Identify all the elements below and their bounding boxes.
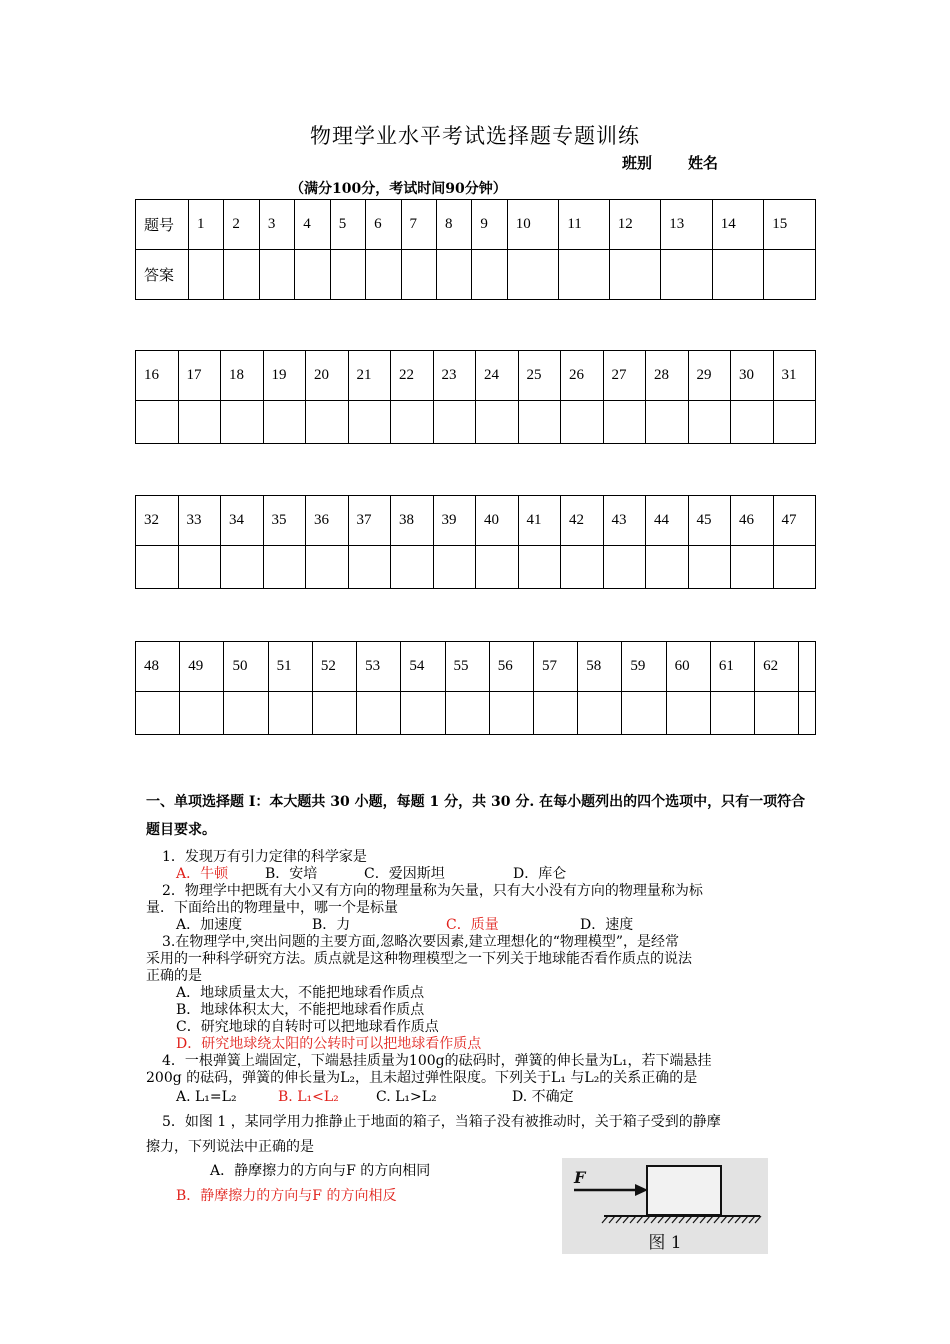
- question-number: 17: [178, 351, 221, 401]
- question-number: 24: [476, 351, 519, 401]
- question-number: [799, 642, 816, 692]
- answer-cell[interactable]: [561, 546, 604, 589]
- question-number: 21: [348, 351, 391, 401]
- question-3-option-c: C．研究地球的自转时可以把地球看作质点: [176, 1019, 439, 1035]
- answer-cell[interactable]: [436, 250, 471, 300]
- answer-row: [136, 546, 816, 589]
- question-3-stem-line3: 正确的是: [146, 968, 202, 984]
- question-2-stem-line2: 量．下面给出的物理量中，哪一个是标量: [146, 900, 398, 916]
- answer-cell[interactable]: [136, 692, 180, 735]
- question-number: 55: [445, 642, 489, 692]
- answer-cell[interactable]: [476, 546, 519, 589]
- question-number: 40: [476, 496, 519, 546]
- question-number: 20: [306, 351, 349, 401]
- question-3-option-d: D．研究地球绕太阳的公转时可以把地球看作质点: [176, 1036, 482, 1052]
- question-3-stem-line2: 采用的一种科学研究方法。质点就是这种物理模型之一下列关于地球能否看作质点的说法: [146, 951, 692, 967]
- answer-cell[interactable]: [622, 692, 666, 735]
- question-number: 1: [189, 200, 224, 250]
- question-number: 34: [221, 496, 264, 546]
- question-1-option-a: A．牛顿: [176, 866, 229, 882]
- answer-cell[interactable]: [401, 692, 445, 735]
- exam-note: （满分100分，考试时间90分钟）: [290, 181, 507, 197]
- question-number: 32: [136, 496, 179, 546]
- question-1-option-c: C．爱因斯坦: [364, 866, 445, 882]
- question-number: 50: [224, 642, 268, 692]
- figure-caption: 图 1: [648, 1233, 682, 1253]
- question-number: 7: [401, 200, 436, 250]
- question-1-option-d: D．库仑: [513, 866, 567, 882]
- question-number: 39: [433, 496, 476, 546]
- question-number: 52: [312, 642, 356, 692]
- answer-cell[interactable]: [189, 250, 224, 300]
- answer-cell[interactable]: [773, 546, 816, 589]
- question-number: 4: [295, 200, 330, 250]
- question-number: 29: [688, 351, 731, 401]
- answer-cell[interactable]: [221, 401, 264, 444]
- answer-cell[interactable]: [263, 401, 306, 444]
- answer-cell[interactable]: [518, 401, 561, 444]
- question-number: 45: [688, 496, 731, 546]
- question-number: 56: [489, 642, 533, 692]
- question-1-option-b: B．安培: [265, 866, 318, 882]
- question-2-option-c: C．质量: [446, 917, 499, 933]
- question-3-option-a: A．地球质量太大，不能把地球看作质点: [176, 985, 425, 1001]
- answer-cell[interactable]: [773, 401, 816, 444]
- answer-cell[interactable]: [391, 401, 434, 444]
- question-number: 54: [401, 642, 445, 692]
- question-3-stem-line1: 3.在物理学中,突出问题的主要方面,忽略次要因素,建立理想化的“物理模型”，是经常: [162, 934, 680, 950]
- question-number: 59: [622, 642, 666, 692]
- question-number: 53: [357, 642, 401, 692]
- answer-cell[interactable]: [224, 692, 268, 735]
- answer-cell[interactable]: [224, 250, 259, 300]
- row-label: 答案: [136, 250, 189, 300]
- row-label: 题号: [136, 200, 189, 250]
- question-number: 14: [712, 200, 764, 250]
- answer-row: [136, 692, 816, 735]
- answer-cell[interactable]: [646, 546, 689, 589]
- answer-cell[interactable]: [507, 250, 559, 300]
- question-number: 3: [259, 200, 294, 250]
- question-5-option-a: A．静摩擦力的方向与F 的方向相同: [210, 1163, 431, 1179]
- question-number: 18: [221, 351, 264, 401]
- answer-cell[interactable]: [476, 401, 519, 444]
- answer-cell[interactable]: [330, 250, 365, 300]
- question-number: 46: [731, 496, 774, 546]
- question-4-option-b: B. L₁<L₂: [278, 1089, 339, 1105]
- answer-cell[interactable]: [401, 250, 436, 300]
- number-row: [136, 200, 816, 250]
- number-row: [136, 642, 816, 692]
- question-number: 47: [773, 496, 816, 546]
- question-5-stem-line2: 擦力，下列说法中正确的是: [146, 1139, 314, 1155]
- question-number: 60: [666, 642, 710, 692]
- box-shape: [647, 1166, 721, 1215]
- answer-cell[interactable]: [357, 692, 401, 735]
- answer-row: [136, 250, 816, 300]
- answer-cell[interactable]: [306, 401, 349, 444]
- question-number: 35: [263, 496, 306, 546]
- question-4-option-a: A. L₁=L₂: [176, 1089, 237, 1105]
- question-number: 10: [507, 200, 559, 250]
- question-number: 23: [433, 351, 476, 401]
- answer-table-1: [135, 199, 816, 300]
- answer-cell[interactable]: [559, 250, 609, 300]
- answer-cell[interactable]: [295, 250, 330, 300]
- question-4-option-c: C. L₁>L₂: [376, 1089, 437, 1105]
- question-2-option-a: A．加速度: [176, 917, 243, 933]
- question-number: 57: [533, 642, 577, 692]
- question-2-stem-line1: 2．物理学中把既有大小又有方向的物理量称为矢量，只有大小没有方向的物理量称为标: [162, 883, 703, 899]
- answer-cell[interactable]: [306, 546, 349, 589]
- answer-cell[interactable]: [433, 546, 476, 589]
- answer-cell[interactable]: [561, 401, 604, 444]
- answer-cell[interactable]: [178, 546, 221, 589]
- question-number: 2: [224, 200, 259, 250]
- question-number: 37: [348, 496, 391, 546]
- question-number: 25: [518, 351, 561, 401]
- question-number: 28: [646, 351, 689, 401]
- answer-table-2: [135, 350, 816, 444]
- answer-table-3: [135, 495, 816, 589]
- answer-cell[interactable]: [603, 401, 646, 444]
- number-row: [136, 351, 816, 401]
- question-number: 36: [306, 496, 349, 546]
- question-number: 38: [391, 496, 434, 546]
- answer-cell[interactable]: [533, 692, 577, 735]
- question-4-option-d: D. 不确定: [512, 1089, 574, 1105]
- question-number: 22: [391, 351, 434, 401]
- answer-cell[interactable]: [710, 692, 754, 735]
- figure-1-push-box: [562, 1158, 768, 1254]
- answer-cell[interactable]: [688, 546, 731, 589]
- question-2-option-d: D．速度: [580, 917, 634, 933]
- answer-cell[interactable]: [472, 250, 507, 300]
- force-label: F: [574, 1168, 586, 1187]
- answer-cell[interactable]: [180, 692, 224, 735]
- answer-cell[interactable]: [366, 250, 401, 300]
- question-number: 42: [561, 496, 604, 546]
- question-number: 6: [366, 200, 401, 250]
- question-number: 44: [646, 496, 689, 546]
- answer-cell[interactable]: [489, 692, 533, 735]
- class-name-line: [622, 152, 718, 173]
- answer-cell[interactable]: [799, 692, 816, 735]
- question-number: 62: [755, 642, 799, 692]
- question-number: 9: [472, 200, 507, 250]
- figure-1-drawing: [562, 1158, 768, 1254]
- question-4-stem-line2: 200g 的砝码，弹簧的伸长量为L₂，且未超过弹性限度。下列关于L₁ 与L₂的关系正确的是: [146, 1070, 698, 1086]
- number-row: [136, 496, 816, 546]
- question-number: 43: [603, 496, 646, 546]
- question-number: 30: [731, 351, 774, 401]
- answer-cell[interactable]: [578, 692, 622, 735]
- question-number: 8: [436, 200, 471, 250]
- answer-cell[interactable]: [518, 546, 561, 589]
- answer-cell[interactable]: [178, 401, 221, 444]
- page-title: 物理学业水平考试选择题专题训练: [310, 124, 640, 148]
- answer-cell[interactable]: [755, 692, 799, 735]
- question-number: 33: [178, 496, 221, 546]
- answer-cell[interactable]: [348, 401, 391, 444]
- answer-cell[interactable]: [136, 401, 179, 444]
- question-5-stem-line1: 5．如图 1 ，某同学用力推静止于地面的箱子，当箱子没有被推动时，关于箱子受到的静摩: [162, 1114, 721, 1130]
- question-3-option-b: B．地球体积太大，不能把地球看作质点: [176, 1002, 425, 1018]
- answer-cell[interactable]: [263, 546, 306, 589]
- answer-cell[interactable]: [731, 546, 774, 589]
- answer-cell[interactable]: [348, 546, 391, 589]
- answer-cell[interactable]: [661, 250, 713, 300]
- question-number: 49: [180, 642, 224, 692]
- answer-cell[interactable]: [259, 250, 294, 300]
- answer-cell[interactable]: [433, 401, 476, 444]
- question-number: 31: [773, 351, 816, 401]
- question-number: 15: [764, 200, 816, 250]
- class-label: 班别: [622, 154, 653, 172]
- answer-row: [136, 401, 816, 444]
- name-label: 姓名: [688, 154, 719, 172]
- question-number: 48: [136, 642, 180, 692]
- question-number: 26: [561, 351, 604, 401]
- question-number: 12: [609, 200, 661, 250]
- question-number: 41: [518, 496, 561, 546]
- answer-cell[interactable]: [731, 401, 774, 444]
- question-5-option-b: B．静摩擦力的方向与F 的方向相反: [176, 1188, 397, 1204]
- question-2-option-b: B．力: [312, 917, 351, 933]
- answer-cell[interactable]: [391, 546, 434, 589]
- answer-cell[interactable]: [312, 692, 356, 735]
- answer-cell[interactable]: [221, 546, 264, 589]
- question-number: 27: [603, 351, 646, 401]
- question-number: 58: [578, 642, 622, 692]
- question-4-stem-line1: 4．一根弹簧上端固定，下端悬挂质量为100g的砝码时，弹簧的伸长量为L₁，若下端悬挂: [162, 1053, 712, 1069]
- answer-cell[interactable]: [646, 401, 689, 444]
- question-number: 51: [268, 642, 312, 692]
- answer-cell[interactable]: [609, 250, 661, 300]
- question-number: 13: [661, 200, 713, 250]
- answer-cell[interactable]: [764, 250, 816, 300]
- section-heading: 一、单项选择题 I：本大题共 30 小题，每题 1 分，共 30 分. 在每小题列出的四个选项中，只有一项符合题目要求。: [146, 794, 806, 838]
- question-number: 19: [263, 351, 306, 401]
- answer-cell[interactable]: [136, 546, 179, 589]
- question-number: 16: [136, 351, 179, 401]
- answer-cell[interactable]: [712, 250, 764, 300]
- answer-cell[interactable]: [445, 692, 489, 735]
- answer-cell[interactable]: [268, 692, 312, 735]
- question-number: 11: [559, 200, 609, 250]
- answer-table-4: [135, 641, 816, 735]
- answer-cell[interactable]: [666, 692, 710, 735]
- answer-cell[interactable]: [603, 546, 646, 589]
- answer-cell[interactable]: [688, 401, 731, 444]
- question-number: 5: [330, 200, 365, 250]
- question-1-stem: 1．发现万有引力定律的科学家是: [162, 849, 367, 865]
- question-number: 61: [710, 642, 754, 692]
